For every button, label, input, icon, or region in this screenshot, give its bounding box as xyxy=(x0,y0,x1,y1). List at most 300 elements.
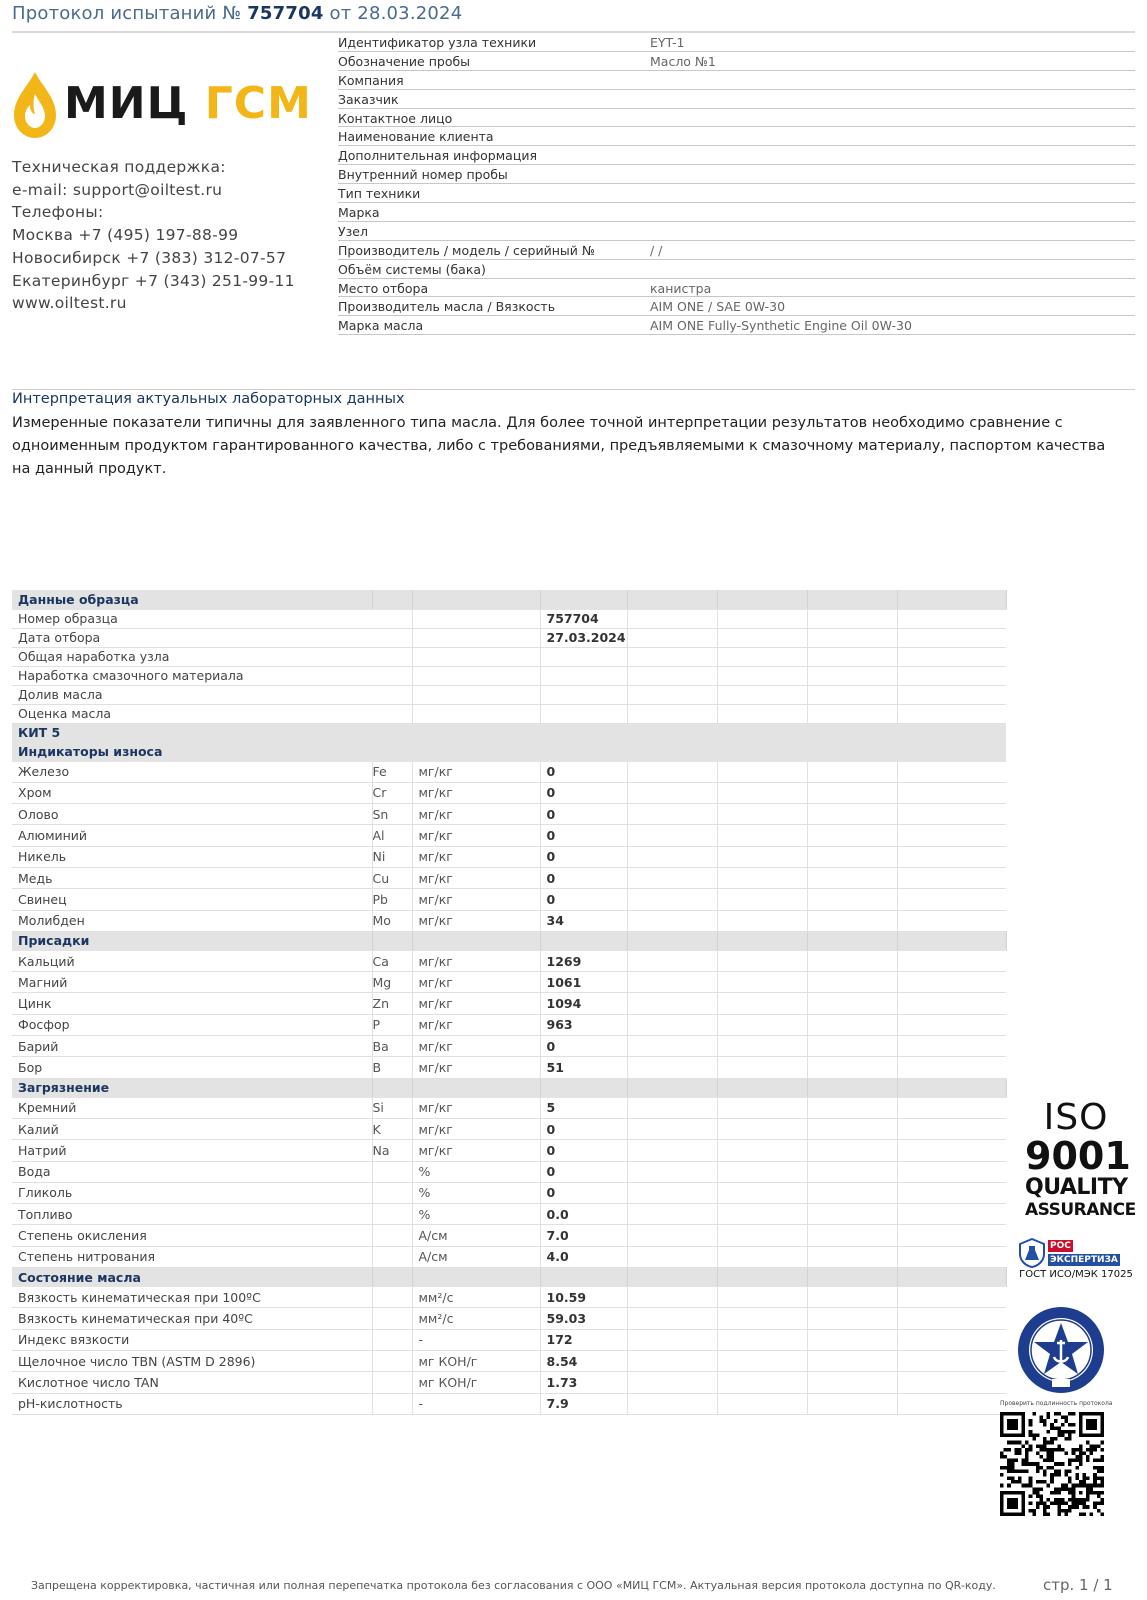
empty-cell xyxy=(807,889,897,910)
empty-cell xyxy=(807,950,897,971)
element-symbol xyxy=(372,1372,412,1393)
unit: мг/кг xyxy=(412,950,540,971)
unit: мг/кг xyxy=(412,889,540,910)
empty-cell xyxy=(627,950,717,971)
empty-cell xyxy=(627,1246,717,1267)
empty-cell xyxy=(627,647,717,666)
table-row xyxy=(12,889,1006,910)
element-symbol xyxy=(372,685,412,704)
protocol-title xyxy=(12,3,462,24)
empty-cell xyxy=(897,1329,1006,1350)
info-key: Заказчик xyxy=(338,91,399,107)
empty-cell xyxy=(897,804,1006,825)
result-value: 10.59 xyxy=(540,1287,627,1308)
empty-cell xyxy=(717,704,807,723)
empty-cell xyxy=(897,628,1006,647)
info-row xyxy=(338,222,1135,241)
element-symbol: Ni xyxy=(372,846,412,867)
result-value: 0 xyxy=(540,846,627,867)
parameter-name: Фосфор xyxy=(12,1014,372,1035)
empty-cell xyxy=(897,761,1006,782)
empty-cell xyxy=(897,666,1006,685)
unit xyxy=(412,628,540,647)
result-value: 0 xyxy=(540,825,627,846)
empty-cell xyxy=(717,1393,807,1414)
info-row xyxy=(338,146,1135,165)
parameter-name: Натрий xyxy=(12,1140,372,1161)
table-row xyxy=(12,825,1006,846)
parameter-name: Молибден xyxy=(12,910,372,931)
unit: мм²/с xyxy=(412,1308,540,1329)
website-link[interactable]: www.oiltest.ru xyxy=(12,294,127,313)
empty-cell xyxy=(897,1161,1006,1182)
ros-label: РОС xyxy=(1050,1241,1071,1251)
result-value: 0 xyxy=(540,1118,627,1139)
section-cell xyxy=(540,723,627,742)
expertiza-label: ЭКСПЕРТИЗА xyxy=(1050,1255,1118,1265)
result-value xyxy=(540,666,627,685)
info-row xyxy=(338,260,1135,279)
info-row xyxy=(338,33,1135,52)
empty-cell xyxy=(627,972,717,993)
empty-cell xyxy=(807,1372,897,1393)
section-cell xyxy=(412,742,540,761)
element-symbol: Ba xyxy=(372,1036,412,1057)
parameter-name: Оценка масла xyxy=(12,704,372,723)
table-row xyxy=(12,666,1006,685)
result-value: 963 xyxy=(540,1014,627,1035)
info-row xyxy=(338,71,1135,90)
unit: мг/кг xyxy=(412,1118,540,1139)
section-header xyxy=(12,590,1006,609)
parameter-name: Дата отбора xyxy=(12,628,372,647)
empty-cell xyxy=(807,910,897,931)
table-row xyxy=(12,950,1006,971)
info-row xyxy=(338,52,1135,71)
empty-cell xyxy=(807,867,897,888)
parameter-name: Общая наработка узла xyxy=(12,647,372,666)
element-symbol: Cu xyxy=(372,867,412,888)
empty-cell xyxy=(807,1097,897,1118)
element-symbol xyxy=(372,1308,412,1329)
empty-cell xyxy=(717,1204,807,1225)
unit: мг/кг xyxy=(412,782,540,803)
empty-cell xyxy=(627,1118,717,1139)
empty-cell xyxy=(627,666,717,685)
empty-cell xyxy=(897,910,1006,931)
logo-word-gsm: ГСМ xyxy=(204,78,312,129)
table-row xyxy=(12,1246,1006,1267)
info-row xyxy=(338,316,1135,335)
section-cell xyxy=(372,1078,412,1097)
empty-cell xyxy=(717,666,807,685)
gost-iso-text: ГОСТ ИСО/МЭК 17025 xyxy=(1019,1269,1133,1280)
info-value: Масло №1 xyxy=(650,53,716,69)
element-symbol: Ca xyxy=(372,950,412,971)
empty-cell xyxy=(807,666,897,685)
empty-cell xyxy=(807,846,897,867)
empty-cell xyxy=(717,782,807,803)
result-value: 757704 xyxy=(540,609,627,628)
unit: мг/кг xyxy=(412,825,540,846)
table-row xyxy=(12,910,1006,931)
parameter-name: Магний xyxy=(12,972,372,993)
empty-cell xyxy=(897,647,1006,666)
parameter-name: Степень окисления xyxy=(12,1225,372,1246)
unit xyxy=(412,647,540,666)
element-symbol: Al xyxy=(372,825,412,846)
result-value xyxy=(540,704,627,723)
element-symbol: B xyxy=(372,1057,412,1078)
info-row xyxy=(338,241,1135,260)
interpretation-divider xyxy=(12,389,1135,390)
info-value: AIM ONE Fully-Synthetic Engine Oil 0W-30 xyxy=(650,318,912,334)
empty-cell xyxy=(807,972,897,993)
iso-line-1: ISO xyxy=(1043,1097,1109,1138)
parameter-name: Кремний xyxy=(12,1097,372,1118)
empty-cell xyxy=(627,1057,717,1078)
unit: % xyxy=(412,1161,540,1182)
empty-cell xyxy=(627,1182,717,1203)
empty-cell xyxy=(807,1118,897,1139)
empty-cell xyxy=(627,993,717,1014)
empty-cell xyxy=(627,1140,717,1161)
section-cell xyxy=(717,742,807,761)
section-label: Данные образца xyxy=(12,590,372,609)
empty-cell xyxy=(897,1246,1006,1267)
parameter-name: Олово xyxy=(12,804,372,825)
unit: мг/кг xyxy=(412,1140,540,1161)
parameter-name: Вязкость кинематическая при 40ºС xyxy=(12,1308,372,1329)
table-row xyxy=(12,1308,1006,1329)
parameter-name: pH-кислотность xyxy=(12,1393,372,1414)
result-value: 7.0 xyxy=(540,1225,627,1246)
empty-cell xyxy=(627,1350,717,1371)
empty-cell xyxy=(897,1014,1006,1035)
parameter-name: Кальций xyxy=(12,950,372,971)
info-row xyxy=(338,127,1135,146)
unit: А/см xyxy=(412,1246,540,1267)
element-symbol xyxy=(372,1393,412,1414)
unit: мг/кг xyxy=(412,993,540,1014)
iso-line-2: 9001 xyxy=(1025,1134,1131,1178)
section-cell xyxy=(807,1078,897,1097)
empty-cell xyxy=(627,1372,717,1393)
table-row xyxy=(12,761,1006,782)
unit xyxy=(412,666,540,685)
result-value: 0 xyxy=(540,1036,627,1057)
result-value: 0 xyxy=(540,1182,627,1203)
empty-cell xyxy=(897,704,1006,723)
qr-verify-label: Проверить подлинность протокола xyxy=(1000,1400,1113,1407)
qr-code-icon[interactable] xyxy=(1000,1412,1104,1516)
unit: мг/кг xyxy=(412,1036,540,1057)
table-row xyxy=(12,782,1006,803)
title-prefix: Протокол испытаний № xyxy=(12,3,242,24)
info-value: EYT-1 xyxy=(650,35,685,50)
empty-cell xyxy=(807,1225,897,1246)
phone-novosibirsk: Новосибирск +7 (383) 312-07-57 xyxy=(12,248,287,267)
protocol-number: 757704 xyxy=(247,3,324,24)
empty-cell xyxy=(717,846,807,867)
empty-cell xyxy=(897,1097,1006,1118)
section-label: Состояние масла xyxy=(12,1268,372,1287)
empty-cell xyxy=(717,1161,807,1182)
info-key: Компания xyxy=(338,72,404,88)
empty-cell xyxy=(717,1097,807,1118)
info-key: Дополнительная информация xyxy=(338,148,537,164)
element-symbol xyxy=(372,1182,412,1203)
info-key: Идентификатор узла техники xyxy=(338,35,537,50)
element-symbol xyxy=(372,1161,412,1182)
table-row xyxy=(12,1329,1006,1350)
info-row xyxy=(338,203,1135,222)
footer-disclaimer: Запрещена корректировка, частичная или полная перепечатка протокола без согласования с ООО «МИЦ ГСМ». Актуальная версия протокола доступна по QR-коду. xyxy=(31,1579,996,1592)
unit: - xyxy=(412,1393,540,1414)
section-cell xyxy=(372,590,412,609)
section-header xyxy=(12,742,1006,761)
info-key: Внутренний номер пробы xyxy=(338,167,508,183)
section-cell xyxy=(807,1268,897,1287)
section-cell xyxy=(807,723,897,742)
element-symbol xyxy=(372,609,412,628)
element-symbol xyxy=(372,1246,412,1267)
table-row xyxy=(12,1350,1006,1371)
section-cell xyxy=(540,1078,627,1097)
empty-cell xyxy=(897,1036,1006,1057)
section-cell xyxy=(540,931,627,950)
element-symbol: P xyxy=(372,1014,412,1035)
empty-cell xyxy=(807,761,897,782)
parameter-name: Топливо xyxy=(12,1204,372,1225)
info-row xyxy=(338,184,1135,203)
empty-cell xyxy=(807,1140,897,1161)
section-cell xyxy=(372,931,412,950)
section-cell xyxy=(897,1078,1006,1097)
result-value: 0 xyxy=(540,1140,627,1161)
info-key: Марка масла xyxy=(338,318,424,334)
section-header xyxy=(12,723,1006,742)
empty-cell xyxy=(627,1329,717,1350)
empty-cell xyxy=(717,972,807,993)
empty-cell xyxy=(627,825,717,846)
empty-cell xyxy=(807,1308,897,1329)
info-key: Тип техники xyxy=(338,186,421,202)
empty-cell xyxy=(897,782,1006,803)
table-row xyxy=(12,1182,1006,1203)
table-row xyxy=(12,1014,1006,1035)
section-cell xyxy=(807,742,897,761)
result-value: 0 xyxy=(540,804,627,825)
element-symbol: Mo xyxy=(372,910,412,931)
result-value: 0 xyxy=(540,761,627,782)
empty-cell xyxy=(897,1118,1006,1139)
iso-9001-badge xyxy=(1025,1097,1136,1220)
element-symbol: Mg xyxy=(372,972,412,993)
support-contacts xyxy=(12,156,295,315)
parameter-name: Долив масла xyxy=(12,685,372,704)
empty-cell xyxy=(627,1393,717,1414)
unit xyxy=(412,685,540,704)
empty-cell xyxy=(627,761,717,782)
unit: % xyxy=(412,1182,540,1203)
empty-cell xyxy=(897,972,1006,993)
unit xyxy=(412,609,540,628)
empty-cell xyxy=(717,1246,807,1267)
empty-cell xyxy=(717,1036,807,1057)
section-cell xyxy=(717,1078,807,1097)
element-symbol xyxy=(372,666,412,685)
empty-cell xyxy=(807,825,897,846)
element-symbol: Zn xyxy=(372,993,412,1014)
section-cell xyxy=(412,931,540,950)
element-symbol: Si xyxy=(372,1097,412,1118)
info-key: Обозначение пробы xyxy=(338,53,471,69)
support-phones-label: Телефоны: xyxy=(12,203,104,222)
unit: мг/кг xyxy=(412,1097,540,1118)
parameter-name: Никель xyxy=(12,846,372,867)
empty-cell xyxy=(627,1287,717,1308)
section-cell xyxy=(897,590,1006,609)
result-value: 1094 xyxy=(540,993,627,1014)
parameter-name: Вязкость кинематическая при 100ºС xyxy=(12,1287,372,1308)
result-value: 0 xyxy=(540,782,627,803)
info-value: / / xyxy=(650,242,663,258)
empty-cell xyxy=(807,685,897,704)
unit: мг/кг xyxy=(412,804,540,825)
empty-cell xyxy=(627,1097,717,1118)
result-value: 8.54 xyxy=(540,1350,627,1371)
result-value xyxy=(540,685,627,704)
parameter-name: Медь xyxy=(12,867,372,888)
empty-cell xyxy=(717,685,807,704)
empty-cell xyxy=(807,993,897,1014)
section-header xyxy=(12,931,1006,950)
section-cell xyxy=(627,1268,717,1287)
sample-info-list xyxy=(338,33,1135,335)
empty-cell xyxy=(717,993,807,1014)
element-symbol: Pb xyxy=(372,889,412,910)
empty-cell xyxy=(807,1036,897,1057)
empty-cell xyxy=(807,1014,897,1035)
phone-ekaterinburg: Екатеринбург +7 (343) 251-99-11 xyxy=(12,271,295,290)
section-cell xyxy=(717,723,807,742)
empty-cell xyxy=(627,846,717,867)
empty-cell xyxy=(717,1014,807,1035)
empty-cell xyxy=(897,1287,1006,1308)
empty-cell xyxy=(627,910,717,931)
result-value: 0 xyxy=(540,1161,627,1182)
result-value: 0 xyxy=(540,867,627,888)
empty-cell xyxy=(807,647,897,666)
empty-cell xyxy=(807,804,897,825)
empty-cell xyxy=(717,1308,807,1329)
support-email[interactable]: e-mail: support@oiltest.ru xyxy=(12,180,223,199)
table-row xyxy=(12,704,1006,723)
parameter-name: Хром xyxy=(12,782,372,803)
empty-cell xyxy=(717,825,807,846)
section-cell xyxy=(540,742,627,761)
empty-cell xyxy=(717,1329,807,1350)
info-row xyxy=(338,297,1135,316)
result-value: 34 xyxy=(540,910,627,931)
info-row xyxy=(338,279,1135,298)
empty-cell xyxy=(807,1182,897,1203)
empty-cell xyxy=(897,1350,1006,1371)
phone-moscow: Москва +7 (495) 197-88-99 xyxy=(12,226,239,245)
empty-cell xyxy=(897,1225,1006,1246)
section-cell xyxy=(627,931,717,950)
empty-cell xyxy=(717,1140,807,1161)
empty-cell xyxy=(627,1225,717,1246)
table-row xyxy=(12,993,1006,1014)
element-symbol xyxy=(372,704,412,723)
result-value: 59.03 xyxy=(540,1308,627,1329)
table-row xyxy=(12,867,1006,888)
info-key: Контактное лицо xyxy=(338,110,453,126)
parameter-name: Железо xyxy=(12,761,372,782)
table-row xyxy=(12,1097,1006,1118)
result-value: 5 xyxy=(540,1097,627,1118)
info-key: Узел xyxy=(338,223,368,239)
empty-cell xyxy=(897,1393,1006,1414)
info-key: Место отбора xyxy=(338,280,429,296)
section-cell xyxy=(540,1268,627,1287)
element-symbol: Fe xyxy=(372,761,412,782)
empty-cell xyxy=(627,804,717,825)
empty-cell xyxy=(897,889,1006,910)
section-cell xyxy=(372,1268,412,1287)
info-row xyxy=(338,90,1135,109)
empty-cell xyxy=(807,1329,897,1350)
ros-expertiza-badge xyxy=(1018,1238,1134,1298)
empty-cell xyxy=(897,993,1006,1014)
empty-cell xyxy=(627,1161,717,1182)
table-row xyxy=(12,1287,1006,1308)
parameter-name: Калий xyxy=(12,1118,372,1139)
element-symbol xyxy=(372,1287,412,1308)
result-value: 172 xyxy=(540,1329,627,1350)
parameter-name: Вода xyxy=(12,1161,372,1182)
empty-cell xyxy=(717,647,807,666)
empty-cell xyxy=(627,867,717,888)
info-value: AIM ONE / SAE 0W-30 xyxy=(650,299,786,315)
empty-cell xyxy=(627,889,717,910)
table-row xyxy=(12,1372,1006,1393)
section-cell xyxy=(412,1268,540,1287)
empty-cell xyxy=(717,1057,807,1078)
parameter-name: Степень нитрования xyxy=(12,1246,372,1267)
empty-cell xyxy=(717,609,807,628)
empty-cell xyxy=(717,804,807,825)
empty-cell xyxy=(807,1246,897,1267)
empty-cell xyxy=(717,628,807,647)
empty-cell xyxy=(627,782,717,803)
table-row xyxy=(12,1161,1006,1182)
table-row xyxy=(12,1118,1006,1139)
empty-cell xyxy=(807,1057,897,1078)
section-cell xyxy=(372,742,412,761)
unit: А/см xyxy=(412,1225,540,1246)
section-label: Присадки xyxy=(12,931,372,950)
empty-cell xyxy=(717,867,807,888)
element-symbol xyxy=(372,1225,412,1246)
empty-cell xyxy=(717,950,807,971)
info-value: канистра xyxy=(650,280,712,296)
table-row xyxy=(12,1204,1006,1225)
unit: % xyxy=(412,1204,540,1225)
result-value: 4.0 xyxy=(540,1246,627,1267)
